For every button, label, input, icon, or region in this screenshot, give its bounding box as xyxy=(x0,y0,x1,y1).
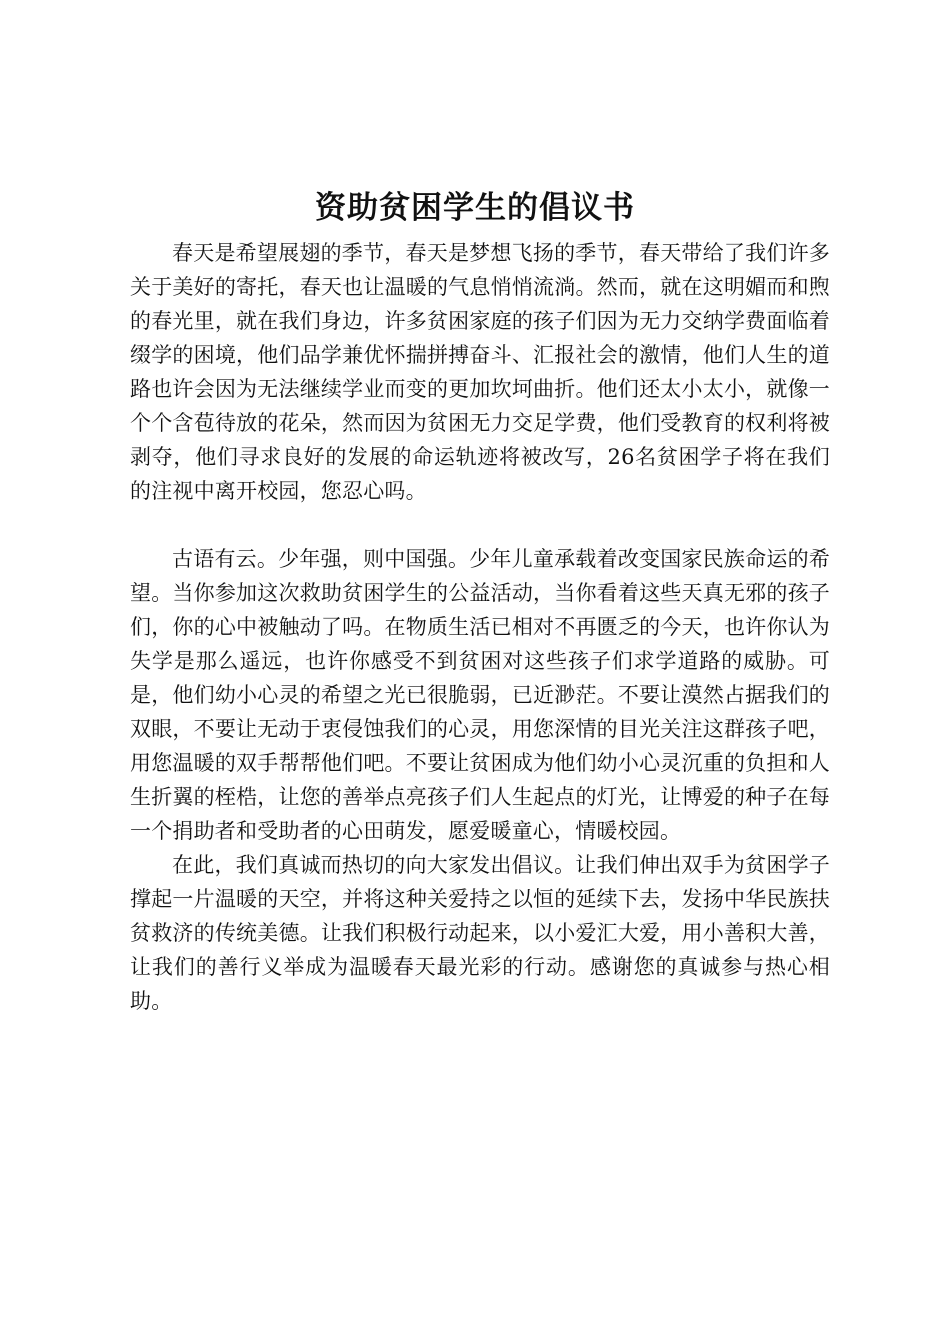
paragraph-3: 在此，我们真诚而热切的向大家发出倡议。让我们伸出双手为贫困学子撑起一片温暖的天空，并将这种关爱持之以恒的延续下去，发扬中华民族扶贫救济的传统美德。让我们积极行动起来，以小爱汇大爱，用小善积大善，让我们的善行义举成为温暖春天最光彩的行动。感谢您的真诚参与热心相助。 xyxy=(130,853,830,1013)
paragraph-2: 古语有云。少年强，则中国强。少年儿童承载着改变国家民族命运的希望。当你参加这次救助贫困学生的公益活动，当你看着这些天真无邪的孩子们，你的心中被触动了吗。在物质生活已相对不再匮乏的今天，也许你认为失学是那么遥远，也许你感受不到贫困对这些孩子们求学道路的威胁。可是，他们幼小心灵的希望之光已很脆弱，已近渺茫。不要让漠然占据我们的双眼，不要让无动于衷侵蚀我们的心灵，用您深情的目光关注这群孩子吧，用您温暖的双手帮帮他们吧。不要让贫困成为他们幼小心灵沉重的负担和人生折翼的桎梏，让您的善举点亮孩子们人生起点的灯光，让博爱的种子在每一个捐助者和受助者的心田萌发，愿爱暖童心，情暖校园。 xyxy=(130,547,830,843)
document-title: 资助贫困学生的倡议书 xyxy=(315,190,635,226)
paragraph-1: 春天是希望展翅的季节，春天是梦想飞扬的季节，春天带给了我们许多关于美好的寄托，春天也让温暖的气息悄悄流淌。然而，就在这明媚而和煦的春光里，就在我们身边，许多贫困家庭的孩子们因为无力交纳学费面临着缀学的困境，他们品学兼优怀揣拼搏奋斗、汇报社会的激情，他们人生的道路也许会因为无法继续学业而变的更加坎坷曲折。他们还太小太小，就像一个个含苞待放的花朵，然而因为贫困无力交足学费，他们受教育的权利将被剥夺，他们寻求良好的发展的命运轨迹将被改写，26名贫困学子将在我们的注视中离开校园，您忍心吗。 xyxy=(130,241,830,503)
document-body xyxy=(130,236,830,1018)
paragraph-spacer xyxy=(130,508,830,542)
